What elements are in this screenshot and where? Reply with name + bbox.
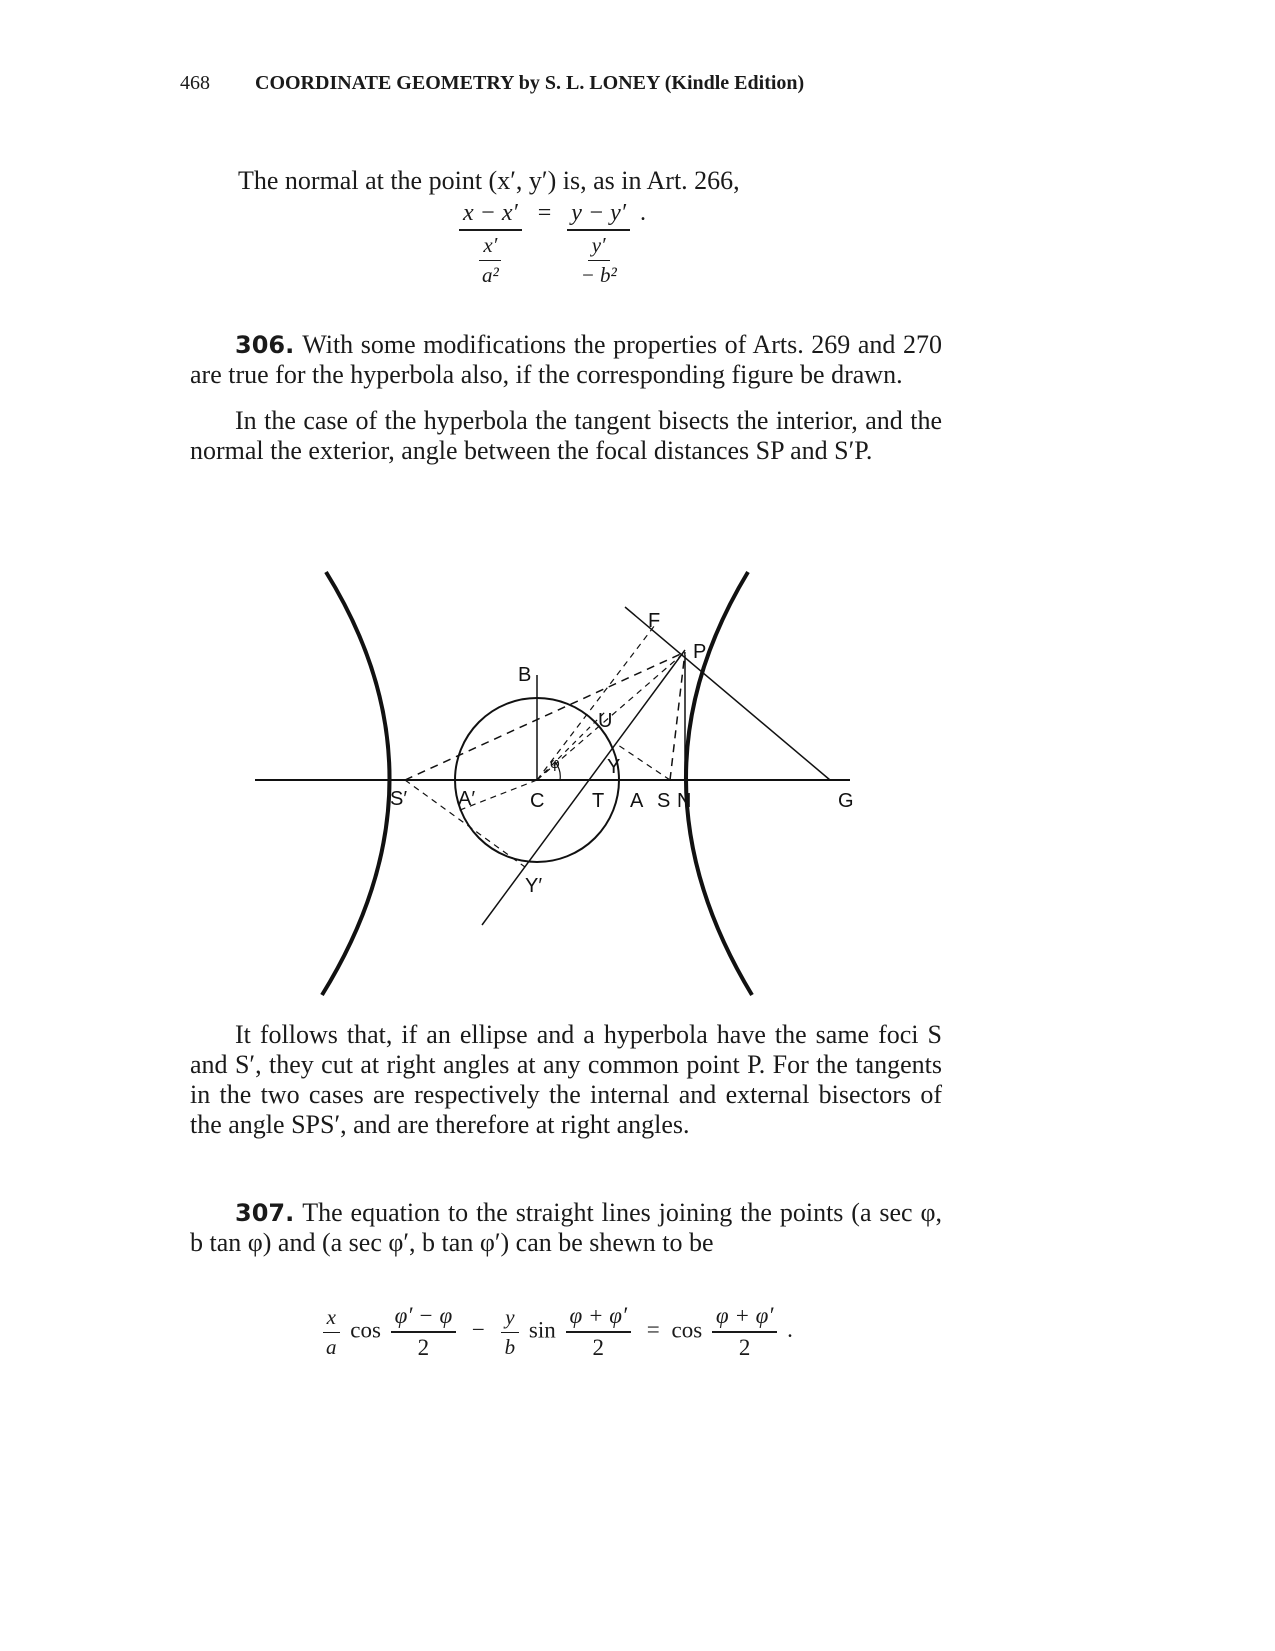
normal-left-den-den: a² [481, 263, 499, 287]
label-a-prime: A′ [458, 788, 476, 810]
label-y: Y [607, 756, 621, 778]
label-s-prime: S′ [390, 788, 408, 810]
normal-period: . [640, 199, 647, 226]
label-phi: φ [550, 755, 560, 772]
label-p: P [693, 641, 707, 663]
normal-line [625, 607, 830, 780]
running-title: COORDINATE GEOMETRY by S. L. LONEY (Kindle Edition) [255, 72, 805, 94]
article-307 [190, 1198, 942, 1274]
label-g: G [838, 790, 854, 812]
chord-frac-phi-sum-1 [566, 1303, 632, 1361]
label-t: T [592, 790, 605, 812]
chord-period: . [787, 1317, 793, 1343]
label-s: S [657, 790, 671, 812]
label-b: B [518, 664, 532, 686]
normal-left-den-num: x′ [479, 233, 501, 261]
chord-minus: − [471, 1317, 485, 1343]
article-306-text-1: With some modifications the properties of Arts. 269 and 270 are true for the hyperbola also, if the corresponding figure be drawn. [190, 330, 942, 389]
line-sy [618, 745, 670, 780]
chord-frac-phi-diff-den: 2 [417, 1335, 430, 1360]
focal-line-sp [670, 652, 685, 780]
chord-frac-phi-diff [391, 1303, 457, 1361]
chord-frac-phi-sum-2-num: φ + φ′ [712, 1303, 778, 1333]
focal-line-s-prime-p [405, 652, 685, 780]
chord-equals: = [646, 1317, 660, 1343]
chord-cos-2: cos [671, 1317, 703, 1343]
normal-left-numerator: x − x′ [459, 200, 522, 231]
article-306-number: 306. [235, 331, 295, 359]
chord-frac-y-b-den: b [504, 1334, 516, 1359]
chord-frac-phi-diff-num: φ′ − φ [391, 1303, 457, 1333]
article-307-para [190, 1198, 942, 1258]
chord-frac-phi-sum-2-den: 2 [738, 1335, 751, 1360]
normal-intro: The normal at the point (x′, y′) is, as in Art. 266, [238, 166, 740, 195]
chord-frac-phi-sum-1-den: 2 [592, 1335, 604, 1360]
label-a: A [630, 790, 644, 812]
chord-equation [318, 1303, 799, 1361]
tangent-line [482, 650, 685, 925]
hyperbola-right-branch [686, 572, 752, 995]
chord-frac-x-a-den: a [326, 1334, 337, 1359]
page-number: 468 [180, 72, 210, 94]
chord-cos-1: cos [350, 1317, 381, 1343]
article-307-text: The equation to the straight lines joining the points (a sec φ, b tan φ) and (a sec φ′, b tan φ′) can be shewn to be [190, 1198, 942, 1257]
label-c: C [530, 790, 545, 812]
line-cu [537, 712, 605, 780]
conclusion-block [190, 1020, 942, 1156]
normal-right-numerator: y − y′ [567, 200, 630, 231]
hyperbola-left-branch [322, 572, 390, 995]
chord-frac-phi-sum-2 [712, 1303, 778, 1361]
label-f: F [648, 610, 661, 632]
chord-sin: sin [528, 1317, 556, 1343]
article-307-number: 307. [235, 1199, 295, 1227]
normal-right-den-den: − b² [580, 263, 617, 287]
article-306-para-2: In the case of the hyperbola the tangent bisects the interior, and the normal the exterior, angle between the focal distances SP and S′P. [190, 406, 942, 465]
chord-frac-y-b [501, 1305, 520, 1360]
normal-equals: = [537, 199, 552, 226]
label-u: U [598, 710, 613, 732]
chord-frac-y-b-num: y [501, 1305, 518, 1333]
chord-frac-x-a [322, 1305, 341, 1360]
conclusion-paragraph: It follows that, if an ellipse and a hyperbola have the same foci S and S′, they cut at right angles at any common point P. For the tangents in the two cases are respectively the internal and external bisectors of the angle SPS′, and are therefore at right angles. [190, 1020, 942, 1139]
label-y-prime: Y′ [525, 875, 543, 897]
chord-frac-phi-sum-1-num: φ + φ′ [566, 1303, 632, 1333]
chord-frac-x-a-num: x [323, 1305, 340, 1333]
label-n: N [677, 790, 692, 812]
normal-right-den-num: y′ [588, 233, 610, 261]
